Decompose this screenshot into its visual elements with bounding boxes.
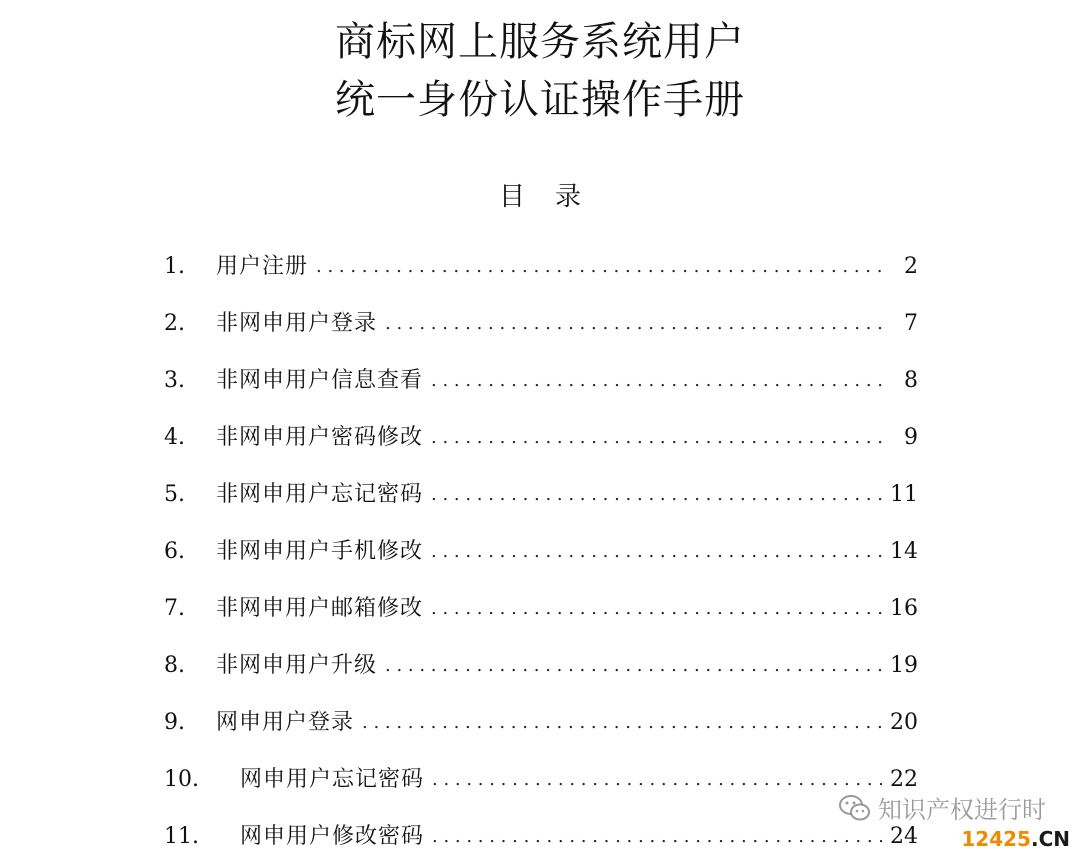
document-title-line-2: 统一身份认证操作手册	[335, 77, 745, 123]
toc-entry-number: 8.	[164, 652, 185, 678]
toc-entry-10[interactable]	[164, 751, 918, 808]
toc-entry-11[interactable]	[164, 808, 918, 865]
site-logo-digits: 12425	[961, 827, 1031, 851]
table-of-contents	[164, 238, 918, 865]
toc-dot-leader	[432, 822, 882, 852]
toc-entry-page: 19	[890, 652, 918, 678]
toc-entry-page: 14	[890, 538, 918, 564]
toc-entry-label: 非网申用户邮箱修改	[216, 595, 424, 621]
toc-entry-number: 6.	[164, 538, 185, 564]
toc-dot-leader	[431, 366, 884, 396]
wechat-icon	[838, 793, 872, 823]
toc-entry-label: 用户注册	[216, 253, 309, 279]
toc-entry-label: 非网申用户信息查看	[216, 367, 424, 393]
toc-entry-2[interactable]	[164, 295, 918, 352]
toc-entry-8[interactable]	[164, 637, 918, 694]
toc-entry-number: 2.	[164, 310, 185, 336]
toc-dot-leader	[316, 252, 884, 282]
toc-entry-3[interactable]	[164, 352, 918, 409]
toc-entry-number: 10.	[164, 766, 199, 792]
toc-entry-number: 11.	[164, 823, 199, 849]
toc-entry-label: 非网申用户登录	[216, 310, 378, 336]
toc-dot-leader	[431, 537, 882, 567]
toc-entry-page: 9	[904, 424, 918, 450]
toc-dot-leader	[431, 594, 882, 624]
toc-entry-page: 24	[890, 823, 918, 849]
toc-entry-6[interactable]	[164, 523, 918, 580]
watermark-text: 知识产权进行时	[878, 796, 1046, 824]
toc-entry-7[interactable]	[164, 580, 918, 637]
toc-entry-5[interactable]	[164, 466, 918, 523]
toc-entry-page: 22	[890, 766, 918, 792]
toc-entry-label: 非网申用户手机修改	[216, 538, 424, 564]
toc-entry-9[interactable]	[164, 694, 918, 751]
toc-entry-page: 20	[890, 709, 918, 735]
toc-entry-label: 网申用户登录	[216, 709, 355, 735]
toc-entry-label: 网申用户修改密码	[240, 823, 425, 849]
toc-entry-4[interactable]	[164, 409, 918, 466]
document-title-line-1: 商标网上服务系统用户	[335, 19, 745, 65]
wechat-watermark	[838, 790, 1046, 825]
toc-entry-label: 非网申用户密码修改	[216, 424, 424, 450]
toc-entry-page: 8	[904, 367, 918, 393]
toc-dot-leader	[385, 651, 882, 681]
toc-entry-label: 网申用户忘记密码	[240, 766, 425, 792]
toc-entry-page: 2	[904, 253, 918, 279]
toc-dot-leader	[362, 708, 882, 738]
toc-entry-page: 11	[890, 481, 918, 507]
toc-heading: 目录	[498, 182, 611, 212]
toc-entry-page: 16	[890, 595, 918, 621]
toc-dot-leader	[431, 423, 884, 453]
toc-entry-page: 7	[904, 310, 918, 336]
toc-entry-label: 非网申用户忘记密码	[216, 481, 424, 507]
toc-entry-number: 5.	[164, 481, 185, 507]
toc-entry-number: 7.	[164, 595, 185, 621]
toc-entry-number: 9.	[164, 709, 185, 735]
toc-entry-1[interactable]	[164, 238, 918, 295]
toc-dot-leader	[385, 309, 884, 339]
toc-entry-number: 3.	[164, 367, 185, 393]
site-logo-suffix: .CN	[1030, 827, 1070, 851]
site-logo	[961, 826, 1070, 852]
toc-entry-number: 1.	[164, 253, 185, 279]
toc-dot-leader	[432, 765, 882, 795]
toc-dot-leader	[431, 480, 882, 510]
toc-entry-number: 4.	[164, 424, 185, 450]
toc-entry-label: 非网申用户升级	[216, 652, 378, 678]
